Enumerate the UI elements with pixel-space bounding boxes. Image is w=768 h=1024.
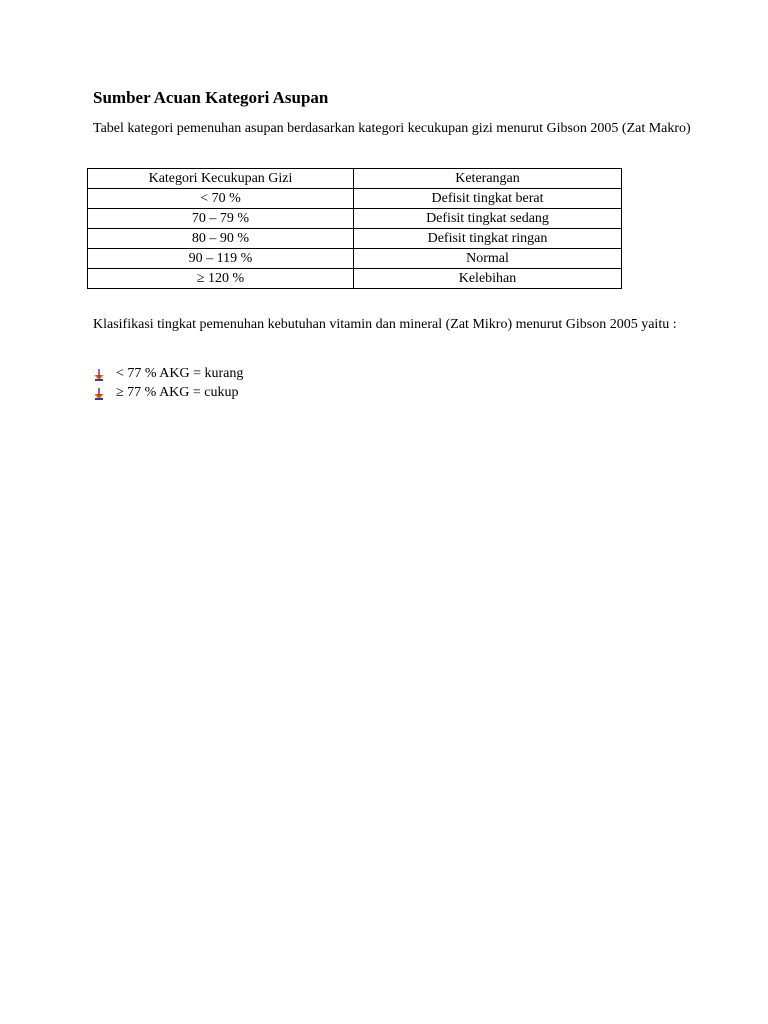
table-cell: 90 – 119 % — [88, 249, 354, 269]
table-cell: Defisit tingkat berat — [354, 189, 622, 209]
bullet-text: ≥ 77 % AKG = cukup — [116, 385, 239, 400]
category-table — [87, 168, 622, 289]
page-title: Sumber Acuan Kategori Asupan — [93, 88, 329, 107]
table-cell: Defisit tingkat sedang — [354, 209, 622, 229]
table-cell: Normal — [354, 249, 622, 269]
table-row — [88, 269, 622, 289]
arrow-down-bullet-icon — [93, 387, 105, 399]
table-cell: 70 – 79 % — [88, 209, 354, 229]
bullet-list — [93, 364, 243, 402]
arrow-down-bullet-icon — [93, 368, 105, 380]
micro-nutrient-paragraph: Klasifikasi tingkat pemenuhan kebutuhan vitamin dan mineral (Zat Mikro) menurut Gibson 2005 yaitu : — [93, 317, 677, 332]
bullet-text: < 77 % AKG = kurang — [116, 366, 244, 381]
table-cell: Defisit tingkat ringan — [354, 229, 622, 249]
intro-paragraph: Tabel kategori pemenuhan asupan berdasarkan kategori kecukupan gizi menurut Gibson 2005 (Zat Makro) — [93, 121, 691, 136]
table-cell: Kelebihan — [354, 269, 622, 289]
table-header-row — [88, 169, 622, 189]
table-cell: < 70 % — [88, 189, 354, 209]
list-item — [93, 383, 243, 402]
table-cell: ≥ 120 % — [88, 269, 354, 289]
table-row — [88, 189, 622, 209]
list-item — [93, 364, 243, 383]
table-row — [88, 249, 622, 269]
table-row — [88, 229, 622, 249]
table-cell: 80 – 90 % — [88, 229, 354, 249]
table-header-cell: Keterangan — [354, 169, 622, 189]
table-header-cell: Kategori Kecukupan Gizi — [88, 169, 354, 189]
table-row — [88, 209, 622, 229]
